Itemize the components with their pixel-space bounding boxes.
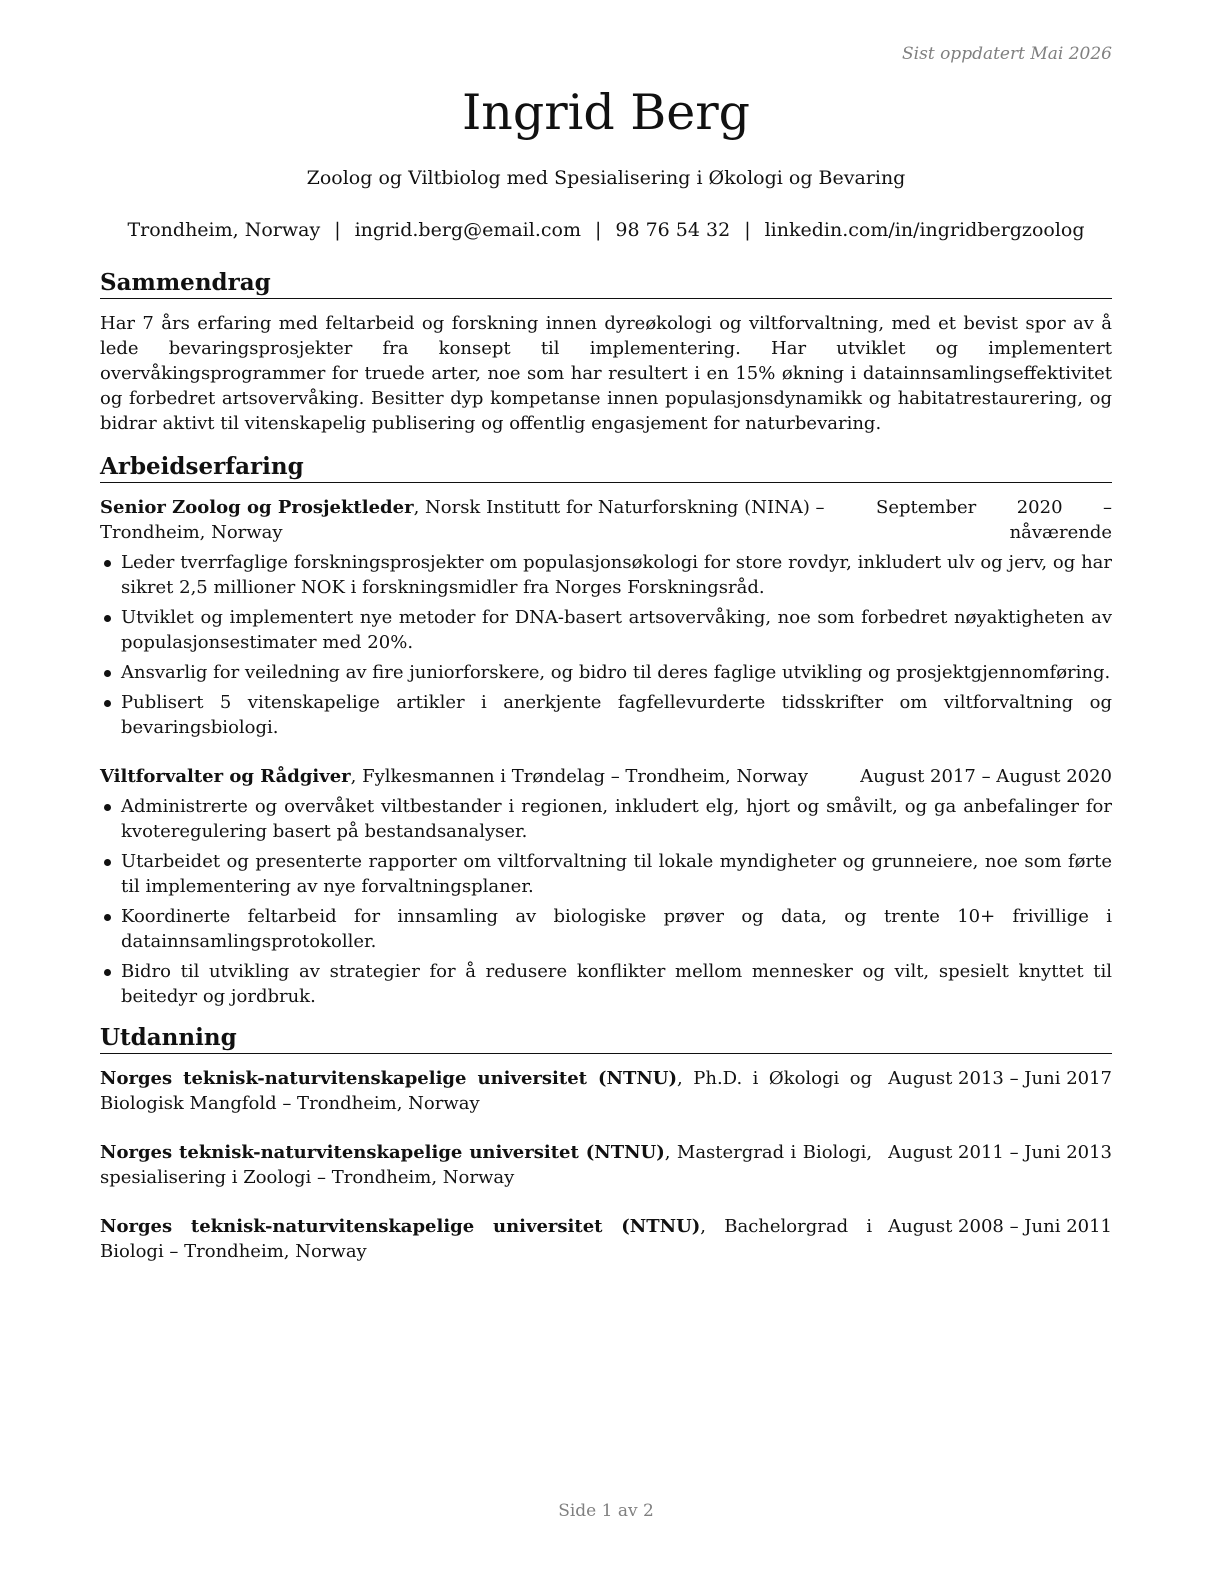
contact-line: [100, 219, 1112, 241]
section-title-education: Utdanning: [100, 1023, 1112, 1054]
job-bullet: Utviklet og implementert nye metoder for DNA-basert artsovervåking, noe som forbedret nøyaktigheten av populasjonsestimater med 20%.: [100, 605, 1112, 655]
page-number: Side 1 av 2: [558, 1501, 654, 1521]
job-bullet: Bidro til utvikling av strategier for å redusere konflikter mellom mennesker og vilt, spesielt knyttet til beitedyr og jordbruk.: [100, 959, 1112, 1009]
contact-separator: |: [744, 219, 751, 241]
resume-page: [100, 0, 1112, 1584]
job-bullets: [100, 794, 1112, 1009]
education-title-line: [100, 1140, 888, 1190]
job-entry: [100, 764, 1112, 1009]
job-employer: , Norsk Institutt for Naturforskning (NINA) – Trondheim, Norway: [100, 496, 825, 543]
contact-phone: 98 76 54 32: [615, 219, 731, 241]
contact-linkedin[interactable]: linkedin.com/in/ingridbergzoolog: [764, 219, 1085, 241]
job-bullet: Utarbeidet og presenterte rapporter om viltforvaltning til lokale myndigheter og grunneiere, noe som førte til implementering av nye forvaltningsplaner.: [100, 849, 1112, 899]
job-bullet: Publisert 5 vitenskapelige artikler i anerkjente fagfellevurderte tidsskrifter om viltforvaltning og bevaringsbiologi.: [100, 690, 1112, 740]
education-entry: [100, 1214, 1112, 1264]
education-school: Norges teknisk-naturvitenskapelige universitet (NTNU): [100, 1215, 701, 1237]
resume-content: [100, 268, 1112, 1288]
education-dates: August 2008 – Juni 2011: [888, 1215, 1112, 1237]
education-entry: [100, 1140, 1112, 1190]
education-entry: [100, 1066, 1112, 1116]
job-bullet: Leder tverrfaglige forskningsprosjekter om populasjonsøkologi for store rovdyr, inkludert ulv og jerv, og har sikret 2,5 millioner NOK i forskningsmidler fra Norges Forskningsråd.: [100, 550, 1112, 600]
job-header: [100, 495, 1112, 545]
education-dates: August 2011 – Juni 2013: [888, 1141, 1112, 1163]
section-title-summary: Sammendrag: [100, 268, 1112, 299]
candidate-title: Zoolog og Viltbiolog med Spesialisering i Økologi og Bevaring: [306, 167, 906, 189]
job-dates: August 2017 – August 2020: [860, 765, 1112, 787]
education-header: [100, 1066, 1112, 1116]
contact-separator: |: [594, 219, 602, 241]
job-bullet: Koordinerte feltarbeid for innsamling av biologiske prøver og data, og trente 10+ frivillige i datainnsamlingsprotokoller.: [100, 904, 1112, 954]
job-title-line: [100, 764, 860, 789]
education-title-line: [100, 1214, 888, 1264]
section-title-experience: Arbeidserfaring: [100, 452, 1112, 483]
job-dates: September 2020 – nåværende: [876, 496, 1112, 543]
job-entry: [100, 495, 1112, 740]
summary-text: Har 7 års erfaring med feltarbeid og forskning innen dyreøkologi og viltforvaltning, med et bevist spor av å lede bevaringsprosjekter fra konsept til implementering. Har utviklet og implementert overvåkingsprogrammer for truede arter, noe som har resultert i en 15% økning i datainnsamlingseffektivitet og forbedret artsovervåking. Besitter dyp kompetanse innen populasjonsdynamikk og habitatrestaurering, og bidrar aktivt til vitenskapelig publisering og offentlig engasjement for naturbevaring.: [100, 312, 1112, 434]
education-school: Norges teknisk-naturvitenskapelige universitet (NTNU): [100, 1141, 665, 1163]
education-header: [100, 1214, 1112, 1264]
contact-separator: |: [334, 219, 341, 241]
education-degree: , Bachelorgrad i Biologi – Trondheim, Norway: [100, 1215, 873, 1262]
education-title-line: [100, 1066, 888, 1116]
job-bullet: Administrerte og overvåket viltbestander i regionen, inkludert elg, hjort og småvilt, og ga anbefalinger for kvoteregulering basert på bestandsanalyser.: [100, 794, 1112, 844]
education-degree: , Mastergrad i Biologi, spesialisering i Zoologi – Trondheim, Norway: [100, 1141, 873, 1188]
job-role: Viltforvalter og Rådgiver: [100, 765, 351, 787]
education-school: Norges teknisk-naturvitenskapelige universitet (NTNU): [100, 1067, 678, 1089]
contact-location: Trondheim, Norway: [127, 219, 321, 241]
education-degree: , Ph.D. i Økologi og Biologisk Mangfold – Trondheim, Norway: [100, 1067, 873, 1114]
job-employer: , Fylkesmannen i Trøndelag – Trondheim, Norway: [350, 765, 808, 787]
job-bullet: Ansvarlig for veiledning av fire juniorforskere, og bidro til deres faglige utvikling og prosjektgjennomføring.: [100, 660, 1112, 685]
candidate-name: Ingrid Berg: [461, 84, 751, 141]
contact-email[interactable]: ingrid.berg@email.com: [354, 219, 581, 241]
job-bullets: [100, 550, 1112, 740]
job-title-line: [100, 495, 876, 545]
job-header: [100, 764, 1112, 789]
job-role: Senior Zoolog og Prosjektleder: [100, 496, 414, 518]
education-header: [100, 1140, 1112, 1190]
education-dates: August 2013 – Juni 2017: [888, 1067, 1112, 1089]
last-updated: Sist oppdatert Mai 2026: [902, 44, 1112, 64]
